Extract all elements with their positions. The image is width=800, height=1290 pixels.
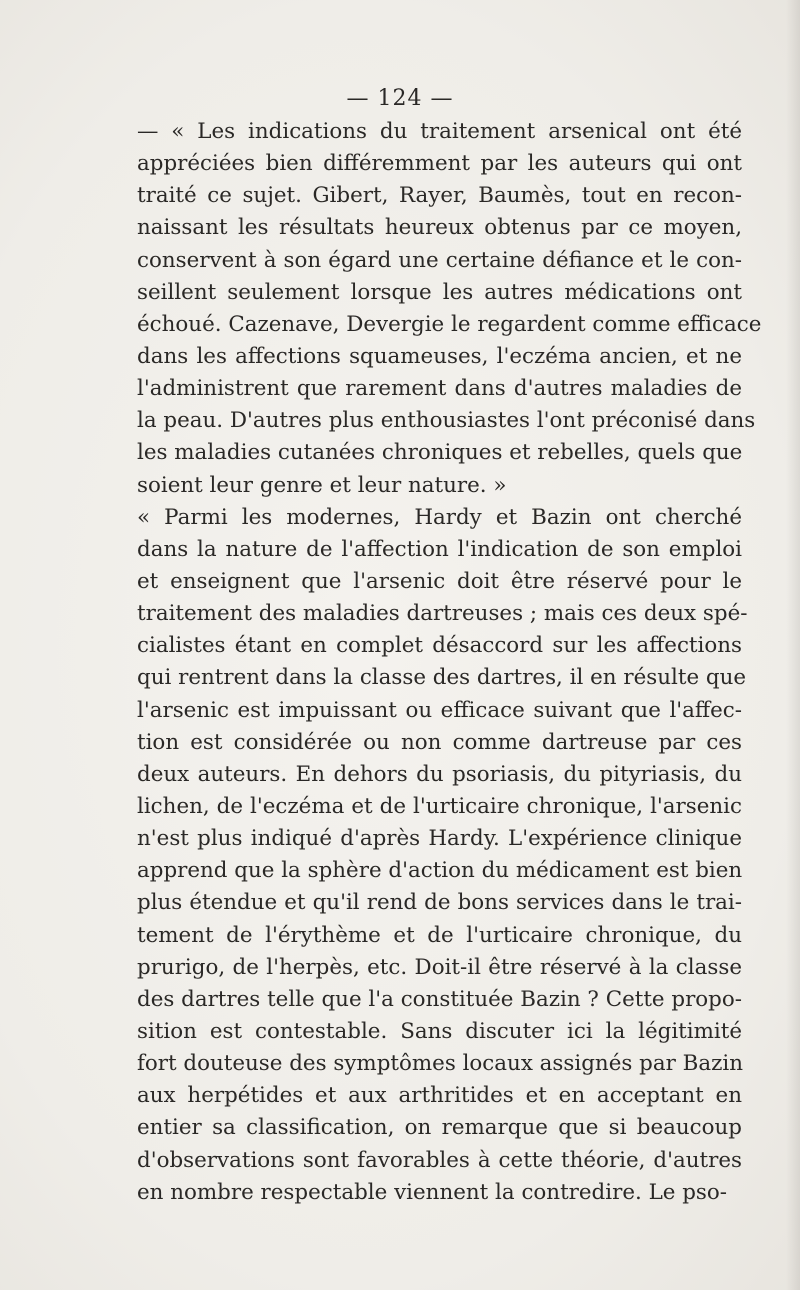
text-line: cialistes étant en complet désaccord sur les affections <box>137 633 742 659</box>
text-line: — « Les indications du traitement arsenical ont été <box>137 119 742 144</box>
text-line: n'est plus indiqué d'après Hardy. L'expérience clinique <box>137 826 742 852</box>
text-line: dans la nature de l'affection l'indication de son emploi <box>137 536 742 562</box>
text-line: fort douteuse des symptômes locaux assignés par Bazin <box>137 1051 743 1077</box>
text-line: sition est contestable. Sans discuter ici la légitimité <box>137 1018 742 1044</box>
text-line: tement de l'érythème et de l'urticaire chronique, du <box>137 922 742 948</box>
text-line: prurigo, de l'herpès, etc. Doit-il être réservé à la classe <box>137 954 742 980</box>
text-line: traité ce sujet. Gibert, Rayer, Baumès, tout en recon- <box>137 183 742 209</box>
text-line: lichen, de l'eczéma et de l'urticaire chronique, l'arsenic <box>137 793 742 819</box>
text-line: l'administrent que rarement dans d'autres maladies de <box>137 376 742 402</box>
text-line: « Parmi les modernes, Hardy et Bazin ont cherché <box>137 504 742 530</box>
text-line: dans les affections squameuses, l'eczéma ancien, et ne <box>137 343 742 369</box>
text-line: appréciées bien différemment par les auteurs qui ont <box>137 151 742 177</box>
text-line: des dartres telle que l'a constituée Bazin ? Cette propo- <box>137 986 742 1012</box>
text-line: échoué. Cazenave, Devergie le regardent comme efficace <box>137 311 762 337</box>
page-number: — 124 — <box>346 86 454 111</box>
text-line: soient leur genre et leur nature. » <box>137 472 507 498</box>
text-line: apprend que la sphère d'action du médicament est bien <box>137 858 743 884</box>
text-line: d'observations sont favorables à cette théorie, d'autres <box>137 1147 742 1173</box>
text-line: la peau. D'autres plus enthousiastes l'ont préconisé dans <box>137 408 756 434</box>
text-line: les maladies cutanées chroniques et rebelles, quels que <box>137 440 743 466</box>
text-line: plus étendue et qu'il rend de bons services dans le trai- <box>137 890 742 916</box>
text-line: qui rentrent dans la classe des dartres, il en résulte que <box>137 665 747 691</box>
text-line: et enseignent que l'arsenic doit être réservé pour le <box>137 568 742 594</box>
text-line: deux auteurs. En dehors du psoriasis, du pityriasis, du <box>137 761 742 787</box>
text-line: aux herpétides et aux arthritides et en acceptant en <box>137 1083 742 1109</box>
page-edge-shadow <box>786 0 800 1290</box>
text-line: entier sa classification, on remarque que si beaucoup <box>137 1115 742 1141</box>
body-text <box>137 116 762 1209</box>
text-line: conservent à son égard une certaine défiance et le con- <box>137 247 742 273</box>
text-line: en nombre respectable viennent la contredire. Le pso- <box>137 1179 728 1205</box>
text-line: naissant les résultats heureux obtenus par ce moyen, <box>137 215 742 241</box>
text-line: seillent seulement lorsque les autres médications ont <box>137 279 742 305</box>
text-line: traitement des maladies dartreuses ; mais ces deux spé- <box>137 601 748 627</box>
text-line: tion est considérée ou non comme dartreuse par ces <box>137 729 742 755</box>
text-line: l'arsenic est impuissant ou efficace suivant que l'affec- <box>137 697 742 723</box>
